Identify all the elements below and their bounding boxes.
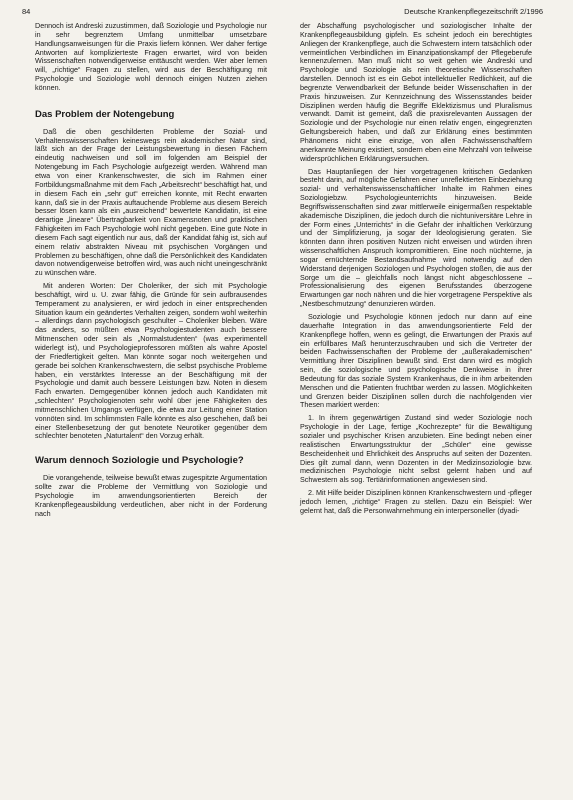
page-number: 84: [22, 7, 31, 16]
thesis-paragraph: 2. Mit Hilfe beider Disziplinen können Krankenschwestern und -pfleger jedoch lernen, „richtige“ Fragen zu stellen. Dazu ein Beispiel: Wer gelernt hat, daß die Personwahrnehmung ein interpersoneller (dyadi-: [300, 488, 532, 515]
paragraph: der Abschaffung psychologischer und soziologischer Inhalte der Krankenpflegeausbildung gipfeln. Es scheint jedoch ein berechtigtes Anliegen der Krankenpflege, auch die Schwestern intern tatsächlich oder vermeintlichen Verbindlichen im Einanzipationskampf der Pflegeberufe kennenzulernen. Man muß nicht so weit gehen wie Andreski und Psychologie und Soziologie als rein theoretische Wissenschaften darstellen. Dennoch ist es ein Gebot intellektueller Redlichkeit, auf die begrenzte Verwendbarkeit der Befunde beider Wissenschaften in der Praxis hinzuweisen. Zur Kennzeichnung des Wissensstandes beider Disziplinen werden häufig die Begriffe Eklektizismus und Pluralismus verwandt. Damit ist gemeint, daß die praxisrelevanten Aussagen der Soziologie und der Psychologie nur einen relativ engen, eingegrenzten Geltungsbereich haben, und daß zur Erklärung eines bestimmten Phänomens nicht eine einzige, von allen Fachwissenschaftlern anerkannte Meinung existiert, sondern eben eine Mehrzahl von teilweise widersprüchlichen Erklärungsversuchen.: [300, 21, 532, 163]
section-heading: Warum dennoch Soziologie und Psychologie?: [35, 455, 244, 467]
paragraph: Daß die oben geschilderten Probleme der Sozial- und Verhaltenswissenschaften keineswegs rein akademischer Natur sind, läßt sich an der Frage der Leistungsbewertung in diesen Fächern eindeutig nachweisen und soll im folgenden am Beispiel der Notengebung im Fach Psychologie aufgezeigt werden. Während man etwa von einer Krankenschwester, die sich im Rahmen einer Fortbildungsmaßnahme mit dem Fach „Arbeitsrecht“ beschäftigt hat, und in diesem Fach ein „sehr gut“ erreichen konnte, mit Recht erwarten kann, daß sie in der Praxis auftauchende Probleme aus diesem Bereich besser lösen kann als ein „ausreichend“ bewertete Kandidatin, ist eine derartige „lineare“ Übertragbarkeit von Examensnoten und praktischen Fähigkeiten im Fach Psychologie wohl nicht gegeben. Eine gute Note in diesem Fach sagt eigentlich nur aus, daß der Kandidat fähig ist, sich auf einem relativ abstrakten Niveau mit psychischen Vorgängen und Problemen zu beschäftigen, ohne daß die Persönlichkeit des Kandidaten davon notwendigerweise betroffen wird, was auch nicht uneingeschränkt zu wünschen wäre.: [35, 126, 267, 278]
right-column: [300, 22, 532, 520]
journal-header: Deutsche Krankenpflegezeitschrift 2/1996: [404, 7, 543, 16]
paragraph: Dennoch ist Andreski zuzustimmen, daß Soziologie und Psychologie nur in sehr begrenztem Umfang unmittelbar umsetzbare Handlungsanweisungen für die Praxis liefern können. Wer daher fertige Antworten auf komplizierteste Fragen erwartet, wird von beiden Wissenschaften notwendigerweise enttäuscht werden. Wer aber lernen will, „richtige“ Fragen zu stellen, wird aus der Beschäftigung mit Psychologie und Soziologie wohl dennoch einigen Nutzen ziehen können.: [35, 21, 267, 92]
section-heading: Das Problem der Notengebung: [35, 108, 175, 120]
left-column: [35, 22, 267, 523]
paragraph: Das Hauptanliegen der hier vorgetragenen kritischen Gedanken besteht darin, auf mögliche Gefahren einer unreflektierten Einbeziehung sozial- und verhaltenswissenschaftlicher Inhalte im Rahmen eines Soziologiebzw. Psychologieunterrichts hinzuweisen. Beide Begriffswissenschaften sind zwar mittlerweile einigermaßen respektable akademische Disziplinen, die jedoch durch die nichtuniversitäre Lehre in der Form eines „Unterrichts“ in die Gefahr der inhaltlichen Verkürzung und der Simplifizierung, ja sogar der Ideologisierung geraten. Sie könnten dann ihren positiven Nutzen nicht erweisen und würden ihren wissenschaftlichen Anspruch kompromittieren. Eine noch nüchterne, ja sogar ernüchternde Bestandsaufnahme wird notwendig auf den Widerstand derjenigen Soziologen und Psychologen stoßen, die aus der Sorge um die – gleichfalls noch längst nicht abgeschlossene – Professionalisierung des eigenen Berufsstandes überzogene Erwartungen gar noch nähren und die hier vorgetragene Perspektive als „Nestbeschmutzung“ denunzieren würden.: [300, 166, 532, 309]
thesis-paragraph: 1. In ihrem gegenwärtigen Zustand sind weder Soziologie noch Psychologie in der Lage, fertige „Kochrezepte“ für die Bewältigung sozialer und psychischer Krisen anzubieten. Eine bedingt neben einer realistischen Erwartungsstruktur der „Schüler“ eine gewisse Bescheidenheit und Ehrlichkeit des Anspruchs auf seiten der Dozenten. Dies gilt zumal dann, wenn Dozenten in der Medizinsoziologie bzw. medizinischen Psychologie nicht selbst gelernt haben und auf Schwestern als sog. Tertiärinformationen angewiesen sind.: [300, 413, 532, 485]
paragraph: Soziologie und Psychologie können jedoch nur dann auf eine dauerhafte Integration in das anwendungsorientierte Feld der Krankenpflege hoffen, wenn es gelingt, die Erwartungen der Praxis auf ein erfüllbares Maß herunterzuschrauben und sich die Vertreter der beiden Fachwissenschaften der Probleme der „außerakademischen“ Vermittlung ihrer Disziplinen bewußt sind. Erst dann wird es möglich sein, die soziologische und psychologische Denkweise in ihrer Bedeutung für das soziale System Krankenhaus, die in ihm arbeitenden Menschen und die Patienten fruchtbar werden zu lassen. Möglichkeiten und Grenzen beider Disziplinen sollen durch die nachfolgenden vier Thesen markiert werden:: [300, 312, 532, 410]
paragraph: Mit anderen Worten: Der Choleriker, der sich mit Psychologie beschäftigt, wird u. U. zwar fähig, die Gründe für sein aufbrausendes Temperament zu analysieren, er wird jedoch in einer entsprechenden Situation kaum ein geändertes Verhalten zeigen, sondern wohl weiterhin – allerdings dann psychologisch geschulter – Choleriker bleiben. Wäre das anders, so müßten etwa Psychologiestudenten auch bessere Mitmenschen oder sein als „Normalstudenten“ (was experimentell widerlegt ist), und Psychologieprofessoren müßten als wahre Apostel der Friedfertigkeit gelten. Man könnte sogar noch weitergehen und gerade bei solchen Krankenschwestern, die selbst psychische Probleme haben, ein verstärktes Interesse an der Beschäftigung mit der Psychologie und damit auch bessere Leistungen bzw. Noten in diesem Fach erwarten. Demgegenüber können jedoch auch Kandidaten mit „schlechten“ Psychologienoten sehr wohl über jene Fähigkeiten des mitmenschlichen Umgangs verfügen, die etwa zur Leitung einer Station vonnöten sind. Im schlimmsten Falle könnte es also geschehen, daß bei einer Stellenbesetzung der gut benotete Neurotiker gegenüber dem schlechter benoteten „Naturtalent“ den Vorzug erhält.: [35, 281, 267, 441]
paragraph: Die vorangehende, teilweise bewußt etwas zugespitzte Argumentation sollte zwar die Probleme der Vermittlung von Soziologie und Psychologie im anwendungsorientierten Bereich der Krankenpflegeausbildung verdeutlichen, aber nicht in der Forderung nach: [35, 473, 267, 518]
